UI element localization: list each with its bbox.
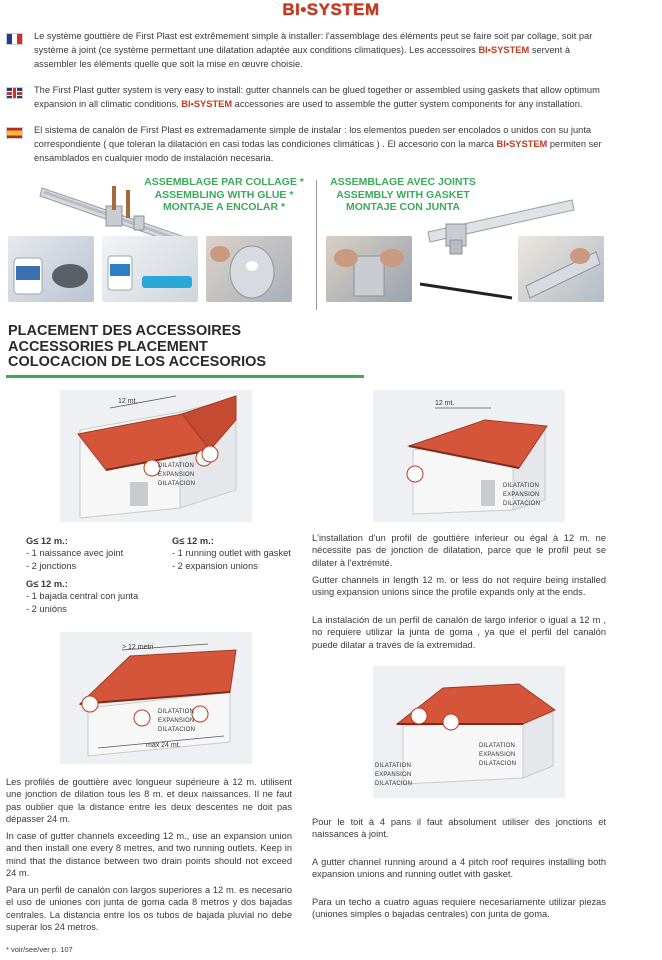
d2-dilatation-label: DILATATION EXPANSION DILATACION [503,483,541,507]
text-right2-es: Para un techo a cuatro aguas requiere necesariamente utilizar piezas (uniones simples o bajadas centrales) con junta de goma. [312,897,606,920]
footnote: * voir/see/ver p. 107 [6,945,73,954]
list-es: G≤ 12 m.: - 1 bajada central con junta - 2 unións [26,579,139,614]
d3-dilatation-label: DILATATION EXPANSION DILATACION [158,709,196,733]
text-right1-fr: L'installation d'un profil de gouttière inferieur ou égal à 12 m. ne nécessite pas de jonction de dilatation, parce que le profil peut se dilater à l'extrémité. [312,533,606,568]
gasket-hands-photo [326,236,412,302]
gasket-joint-photo [518,236,604,302]
text-left2-es: Para un perfil de canalón con largos superiores a 12 m. es necesario el uso de uniones con junta de goma cada 8 metros y dos bajadas centrales. La distancia entre los os tubos de bajada pluvial no debe superar los 24 metros. [6,885,292,932]
diagram-gable-roof-12m [60,390,252,522]
diagram-gable-roof-12m-right [373,390,565,522]
d3-max-label: max 24 mt. [146,742,181,749]
logo-right: SYSTEM [306,0,380,19]
d4-dilatation-left: DILATATION EXPANSION DILATACION [375,763,413,787]
d4-dilatation-right: DILATATION EXPANSION DILATACION [479,743,517,767]
intro-es: El sistema de canalón de First Plast es extremadamente simple de instalar : los elementos pueden ser encolados o unidos con su junta correspondiente ( que toleran la dilatación en casi todas las condiciones climáticas ) . El accesorio con la marca BI•SYSTEM permiten ser ensamblados en cualquier modo de instalación necesaria. [34,125,602,164]
uk-flag-icon [6,87,23,99]
glue-tube-photo [102,236,198,302]
text-right1-es: La instalación de un perfil de canalón de largo inferior o igual a 12 m , no requiere utilizar la junta de goma , ya que el perfil del canalón puede dilatar a través de la extremidad. [312,615,606,650]
placement-title: PLACEMENT DES ACCESSOIRES ACCESSORIES PLACEMENT COLOCACION DE LOS ACCESORIOS [8,323,267,370]
gasket-strip-icon [418,280,514,302]
assembly-divider [316,180,317,310]
d1-dilatation-label: DILATATION EXPANSION DILATACION [158,463,196,487]
intro-en: The First Plast gutter system is very easy to install: gutter channels can be glued together or assembled using gaskets that allow optimum expansion in all climatic conditions. BI•SYSTEM accessories are used to assemble the gutter system components for any installation. [34,85,600,110]
glue-hands-photo [206,236,292,302]
logo-left: BI [282,0,301,19]
glue-bottle-photo [8,236,94,302]
d2-length-label: 12 mt. [435,400,455,407]
list-fr: G≤ 12 m.: - 1 naissance avec joint - 2 jonctions [26,536,124,571]
glue-assembly-title: ASSEMBLAGE PAR COLLAGE * ASSEMBLING WITH GLUE * MONTAJE A ENCOLAR * [144,176,304,213]
intro-fr: Le système gouttière de First Plast est extrêmement simple à installer: l'assemblage des éléments peut se faire soit par collage, soit par système à joint (ce système permettant une dilatation adaptée aux conditions climatiques). Les accessoires BI•SYSTEM servent à assembler les éléments quelle que soit la mise en œuvre choisie. [34,31,593,70]
spain-flag-icon [6,127,23,139]
d3-length-label: > 12 metri [122,644,154,651]
text-left2-fr: Les profilés de gouttière avec longueur supérieure à 12 m. utilisent une jonction de dilation tous les 8 m. et deux naissances. Il ne faut pas oublier que la distance entre les deux descentes ne doit pas dépasser 24 m. [6,777,292,824]
text-right1-en: Gutter channels in length 12 m. or less do not require being installed using expansion unions since the profile expands only at the ends. [312,575,606,598]
diagram-hip-roof [373,666,565,798]
text-right2-fr: Pour le toit à 4 pans il faut absolument utiliser des jonctions et naissances à joint. [312,817,606,840]
d1-length-label: 12 mt. [118,398,138,405]
diagram-long-roof [60,632,252,764]
france-flag-icon [6,33,23,45]
list-en: G≤ 12 m.: - 1 running outlet with gasket - 2 expansion unions [172,536,291,571]
logo-dot: • [300,0,307,19]
brand-logo [0,0,662,20]
title-underline [6,375,364,378]
text-right2-en: A gutter channel running around a 4 pitch roof requires installing both expansion unions and running outlet with gasket. [312,857,606,880]
gasket-assembly-title: ASSEMBLAGE AVEC JOINTS ASSEMBLY WITH GASKET MONTAJE CON JUNTA [330,176,476,213]
text-left2-en: In case of gutter channels exceeding 12 m., use an expansion union and then install one every 8 metres, and two running outlets. Keep in mind that the distance between two drain points should not exceed 24 m. [6,831,292,878]
